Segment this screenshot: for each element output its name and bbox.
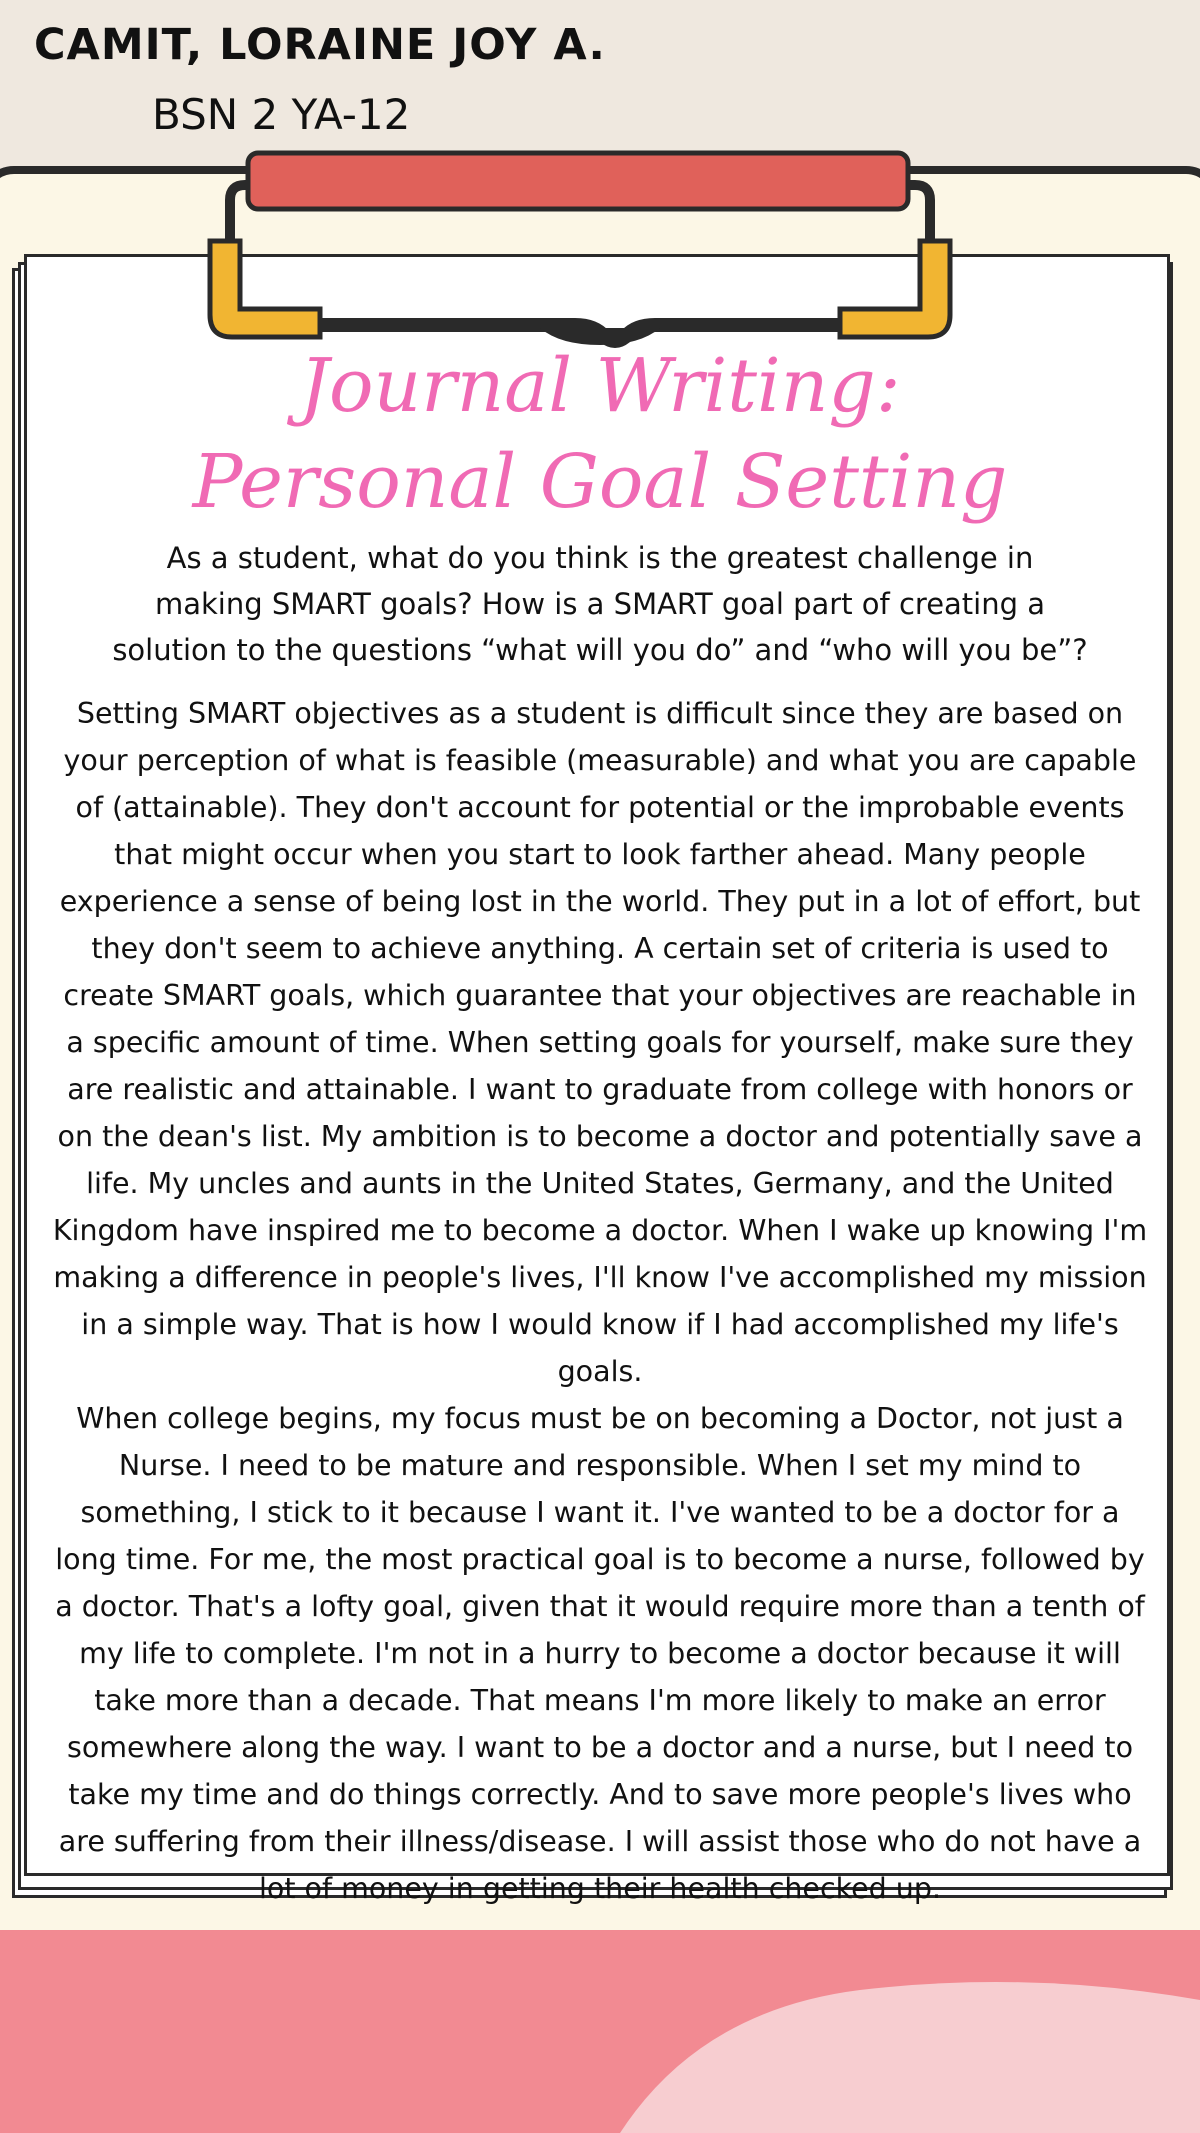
- journal-question: As a student, what do you think is the greatest challenge in making SMART goals? How is a SMART goal part of creating a solution to the questions “what will you do” and “who will you be”?: [112, 541, 1088, 667]
- student-name: CAMIT, LORAINE JOY A.: [34, 20, 606, 70]
- title-line-1: Journal Writing:: [299, 343, 901, 429]
- title-line-2: Personal Goal Setting: [192, 439, 1008, 525]
- answer-paragraph-1: Setting SMART objectives as a student is difficult since they are based on your perception of what is feasible (measurable) and what you are capable of (attainable). They don't account for potential or the improbable events that might occur when you start to look farther ahead. Many people experience a sense of being lost in the world. They put in a lot of effort, but they don't seem to achieve anything. A certain set of criteria is used to create SMART goals, which guarantee that your objectives are reachable in a specific amount of time. When setting goals for yourself, make sure they are realistic and attainable. I want to graduate from college with honors or on the dean's list. My ambition is to become a doctor and potentially save a life. My uncles and aunts in the United States, Germany, and the United Kingdom have inspired me to become a doctor. When I wake up knowing I'm making a difference in people's lives, I'll know I've accomplished my mission in a simple way. That is how I would know if I had accomplished my life's goals.: [52, 697, 1148, 1388]
- journal-answer: [52, 690, 1148, 1912]
- decorative-wave: [0, 1930, 1200, 2133]
- clipboard-clip-icon: [200, 145, 960, 355]
- student-section: BSN 2 YA-12: [152, 90, 411, 139]
- answer-paragraph-2: When college begins, my focus must be on becoming a Doctor, not just a Nurse. I need to be mature and responsible. When I set my mind to something, I stick to it because I want it. I've wanted to be a doctor for a long time. For me, the most practical goal is to become a nurse, followed by a doctor. That's a lofty goal, given that it would require more than a tenth of my life to complete. I'm not in a hurry to become a doctor because it will take more than a decade. That means I'm more likely to make an error somewhere along the way. I want to be a doctor and a nurse, but I need to take my time and do things correctly. And to save more people's lives who are suffering from their illness/disease. I will assist those who do not have a lot of money in getting their health checked up.: [55, 1402, 1145, 1905]
